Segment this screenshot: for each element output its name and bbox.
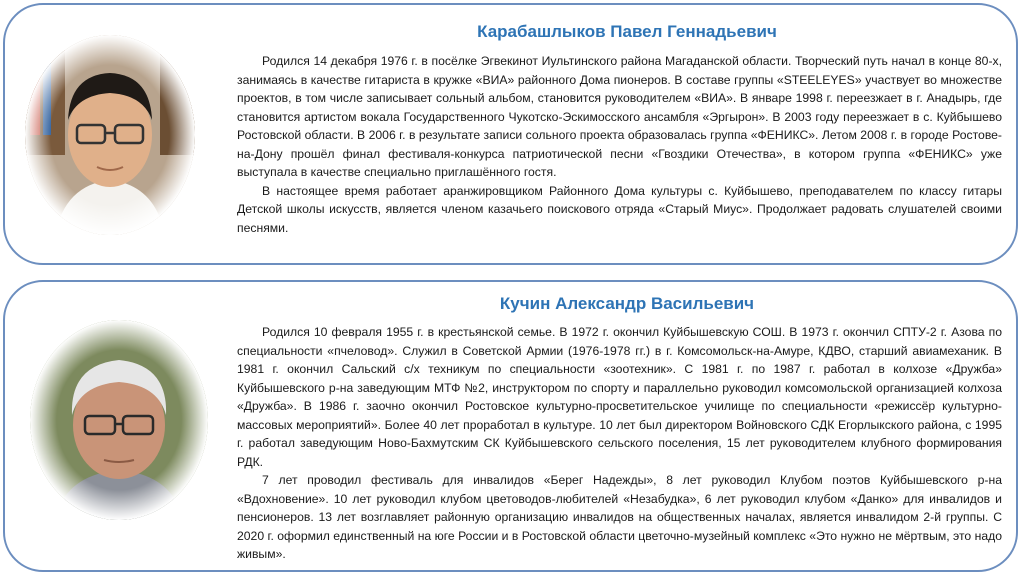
bio-paragraph: Родился 10 февраля 1955 г. в крестьянской семье. В 1972 г. окончил Куйбышевскую СОШ. В 1973 г. окончил СПТУ-2 г. Азова по специальности «пчеловод». Служил в Советской Армии (1976-1978 гг.) в г. Комсомольск-на-Амуре, КДВО, старший авиамеханик. В 1981 г. окончил Сальский с/х техникум по специальности «зоотехник». С 1981 г. по 1987 г. работал в колхозе «Дружба» Куйбышевского р-на заведующим МТФ №2, инструктором по спорту и параллельно руководил комсомольской организацией колхоза «Дружба». В 1986 г. заочно окончил Ростовское культурно-просветительское училище по специальности «режиссёр культурно-массовых мероприятий». Более 40 лет проработал в культуре. 10 лет был директором Войновского СДК Егорлыкского района, с 1995 г. работал заведующим Ново-Бахмутским СК Куйбышевского сельского поселения, 15 лет руководителем клубного формирования РДК. (237, 325, 1002, 469)
portrait-photo-kuchin (30, 320, 208, 520)
person-name-heading: Кучин Александр Васильевич (499, 294, 755, 313)
biography-text (237, 323, 1002, 564)
biography-text (237, 52, 1002, 237)
bio-paragraph: Родился 14 декабря 1976 г. в посёлке Эгвекинот Иультинского района Магаданской области. Творческий путь начал в конце 80-х, занимаясь в качестве гитариста в кружке «ВИА» районного Дома пионеров. В составе группы «STEELEYES» участвует во множестве проектов, в том числе записывает сольный альбом, становится руководителем «ВИА». В январе 1998 г. переезжает в г. Анадырь, где становится артистом вокала Государственного Чукотско-Эскимосского ансамбля «Эргырон». В 2003 году переезжает в с. Куйбышево Ростовской области. В 2006 г. в результате записи сольного проекта образовалась группа «ФЕНИКС». Летом 2008 г. в городе Ростове-на-Дону прошёл финал фестиваля-конкурса патриотической песни «Гвоздики Отечества», в котором группа «ФЕНИКС» уже выступала в качестве специально приглашённого гостя. (237, 54, 1002, 179)
bio-card-karabashlykov (3, 3, 1018, 265)
bio-card-kuchin (3, 280, 1018, 572)
portrait-elderly-man-glasses-icon (30, 320, 208, 520)
bio-paragraph: 7 лет проводил фестиваль для инвалидов «Берег Надежды», 8 лет руководил Клубом поэтов Куйбышевского р-на «Вдохновение». 10 лет руководил клубом цветоводов-любителей «Незабудка», 6 лет руководил клубом «Данко» для инвалидов и пенсионеров. 13 лет возглавляет районную организацию инвалидов на общественных началах, является инвалидом 2-й группы. С 2020 г. оформил единственный на юге России и в Ростовской области цветочно-музейный комплекс «Это нужно не мёртвым, это надо живым». (237, 473, 1002, 561)
portrait-man-glasses-icon (25, 35, 195, 235)
person-name-heading: Карабашлыков Павел Геннадьевич (477, 22, 777, 41)
bio-paragraph: В настоящее время работает аранжировщиком Районного Дома культуры с. Куйбышево, преподавателем по классу гитары Детской школы искусств, является членом казачьего поискового отряда «Старый Миус». Продолжает радовать слушателей своими песнями. (237, 183, 1002, 235)
portrait-photo-karabashlykov (25, 35, 195, 235)
